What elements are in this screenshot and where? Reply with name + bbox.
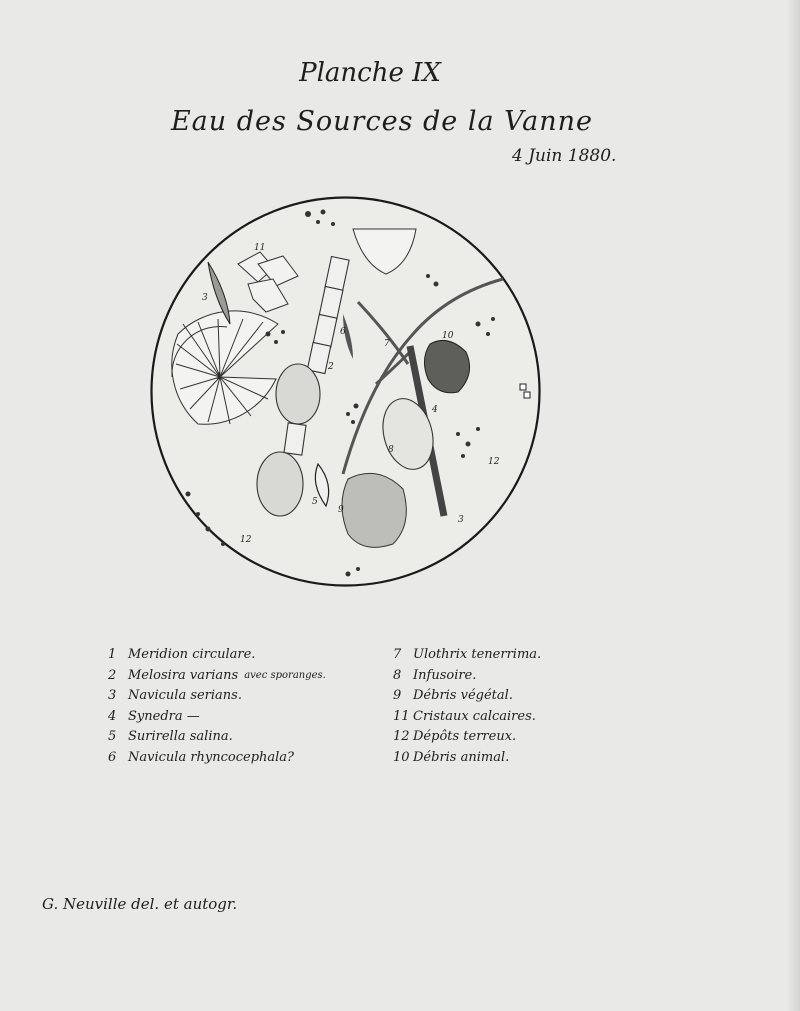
page-edge-shadow	[786, 0, 800, 1011]
legend-species: Débris animal.	[413, 749, 510, 765]
legend-item	[108, 686, 326, 707]
legend-number: 10	[393, 749, 410, 765]
legend-item	[108, 748, 326, 769]
legend-species: Navicula rhyncocephala?	[128, 749, 295, 765]
debris-vegetal-drawing	[342, 473, 406, 547]
legend-number: 7	[393, 647, 402, 662]
legend-right-column	[393, 645, 541, 768]
figure-label-5: 5	[312, 497, 318, 507]
legend-species: Dépôts terreux.	[413, 729, 517, 744]
legend-number: 12	[393, 729, 410, 744]
figure-label-12: 12	[488, 457, 500, 467]
figure-label-6: 6	[340, 327, 346, 337]
legend-species: Synedra —	[128, 708, 200, 724]
plate-subtitle: Eau des Sources de la Vanne	[170, 106, 594, 137]
legend-item	[108, 727, 326, 748]
legend-number: 1	[108, 647, 117, 662]
figure-label-2: 2	[328, 362, 334, 372]
legend-species: Cristaux calcaires.	[413, 708, 536, 724]
figure-label-10: 10	[442, 331, 454, 341]
figure-label-1: 1	[216, 372, 222, 382]
legend-number: 8	[393, 667, 402, 683]
legend-species: Melosira varians	[128, 667, 239, 683]
legend-species: Infusoire.	[413, 667, 477, 683]
legend-number: 2	[108, 667, 117, 683]
legend-number: 4	[108, 708, 117, 724]
legend-note: avec sporanges.	[244, 669, 326, 681]
legend-species: Surirella salina.	[128, 729, 233, 744]
legend-item	[393, 686, 541, 707]
figure-label-8: 8	[388, 445, 394, 455]
figure-label-9: 9	[338, 505, 344, 515]
microscope-field-illustration	[148, 194, 543, 589]
legend-number: 6	[108, 749, 117, 765]
figure-label-3: 3	[202, 293, 208, 303]
legend-item	[393, 666, 541, 687]
legend-species: Meridion circulare.	[128, 647, 256, 662]
legend-item	[108, 645, 326, 666]
legend-item	[393, 707, 541, 728]
legend-species: Débris végétal.	[413, 688, 513, 703]
legend-number: 5	[108, 729, 117, 744]
plate-date: 4 Juin 1880.	[512, 146, 617, 166]
legend-left-column	[108, 645, 326, 768]
legend-number: 9	[393, 688, 402, 703]
legend-number: 3	[108, 688, 117, 703]
legend-item	[393, 727, 541, 748]
figure-label-11: 11	[254, 243, 266, 253]
figure-label-4: 4	[432, 405, 438, 415]
figure-label-7: 7	[384, 339, 390, 349]
figure-label-12b: 12	[240, 535, 252, 545]
figure-label-3b: 3	[458, 515, 464, 525]
legend-number: 11	[393, 708, 410, 724]
legend-item	[393, 748, 541, 769]
plate-title: Planche IX	[299, 58, 441, 88]
legend-species: Navicula serians.	[128, 688, 242, 703]
legend-item	[393, 645, 541, 666]
legend-item	[108, 666, 326, 687]
legend-species: Ulothrix tenerrima.	[413, 647, 542, 662]
artist-signature: G. Neuville del. et autogr.	[42, 895, 238, 913]
legend-item	[108, 707, 326, 728]
